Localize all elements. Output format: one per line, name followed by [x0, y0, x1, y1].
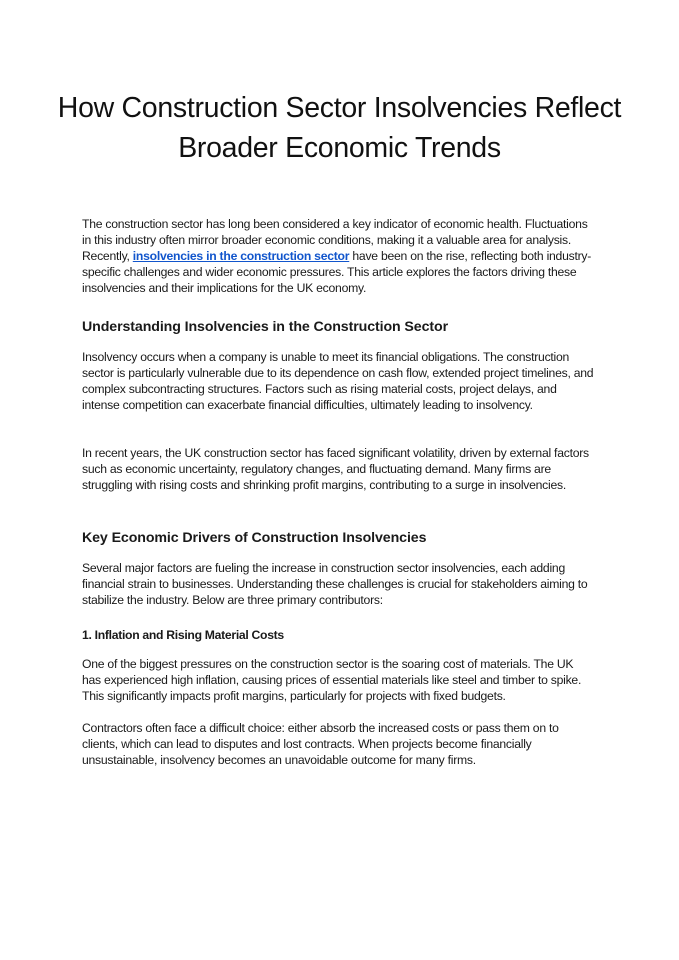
paragraph-contractors-choice: Contractors often face a difficult choice: either absorb the increased costs or pass them on to clients, which can lead to disputes and lost contracts. When projects become financially unsustainable, insolvency becomes an unavoidable outcome for many firms.: [82, 721, 559, 767]
intro-paragraph: [82, 216, 594, 296]
page-title: How Construction Sector Insolvencies Reflect Broader Economic Trends: [57, 92, 622, 164]
intro-text-after-link: have been on the rise, reflecting both industry-specific challenges and wider economic pressures. This article explores the factors driving these insolvencies and their implications for the UK economy.: [82, 249, 592, 295]
subsection-heading-inflation: 1. Inflation and Rising Material Costs: [82, 628, 284, 642]
paragraph-major-factors: Several major factors are fueling the increase in construction sector insolvencies, each adding financial strain to businesses. Understanding these challenges is crucial for stakeholders aiming to stabilize the industry. Below are three primary contributors:: [82, 561, 588, 607]
section-heading-key-drivers: Key Economic Drivers of Construction Insolvencies: [82, 530, 427, 546]
paragraph-recent-years: In recent years, the UK construction sector has faced significant volatility, driven by external factors such as economic uncertainty, regulatory changes, and fluctuating demand. Many firms are struggling with rising costs and shrinking profit margins, contributing to a surge in insolvencies.: [82, 446, 589, 492]
insolvencies-link[interactable]: insolvencies in the construction sector: [132, 249, 350, 263]
section-heading-understanding: Understanding Insolvencies in the Construction Sector: [82, 319, 448, 335]
paragraph-insolvency-definition: Insolvency occurs when a company is unable to meet its financial obligations. The construction sector is particularly vulnerable due to its dependence on cash flow, extended project timelines, and complex subcontracting structures. Factors such as rising material costs, project delays, and intense competition can exacerbate financial difficulties, ultimately leading to insolvency.: [82, 350, 594, 412]
intro-text-before-link: The construction sector has long been considered a key indicator of economic health. Fluctuations in this industry often mirror broader economic conditions, making it a valuable area for analysis. Recently,: [82, 217, 588, 263]
paragraph-material-costs: One of the biggest pressures on the construction sector is the soaring cost of materials. The UK has experienced high inflation, causing prices of essential materials like steel and timber to spike. This significantly impacts profit margins, particularly for projects with fixed budgets.: [82, 657, 582, 703]
